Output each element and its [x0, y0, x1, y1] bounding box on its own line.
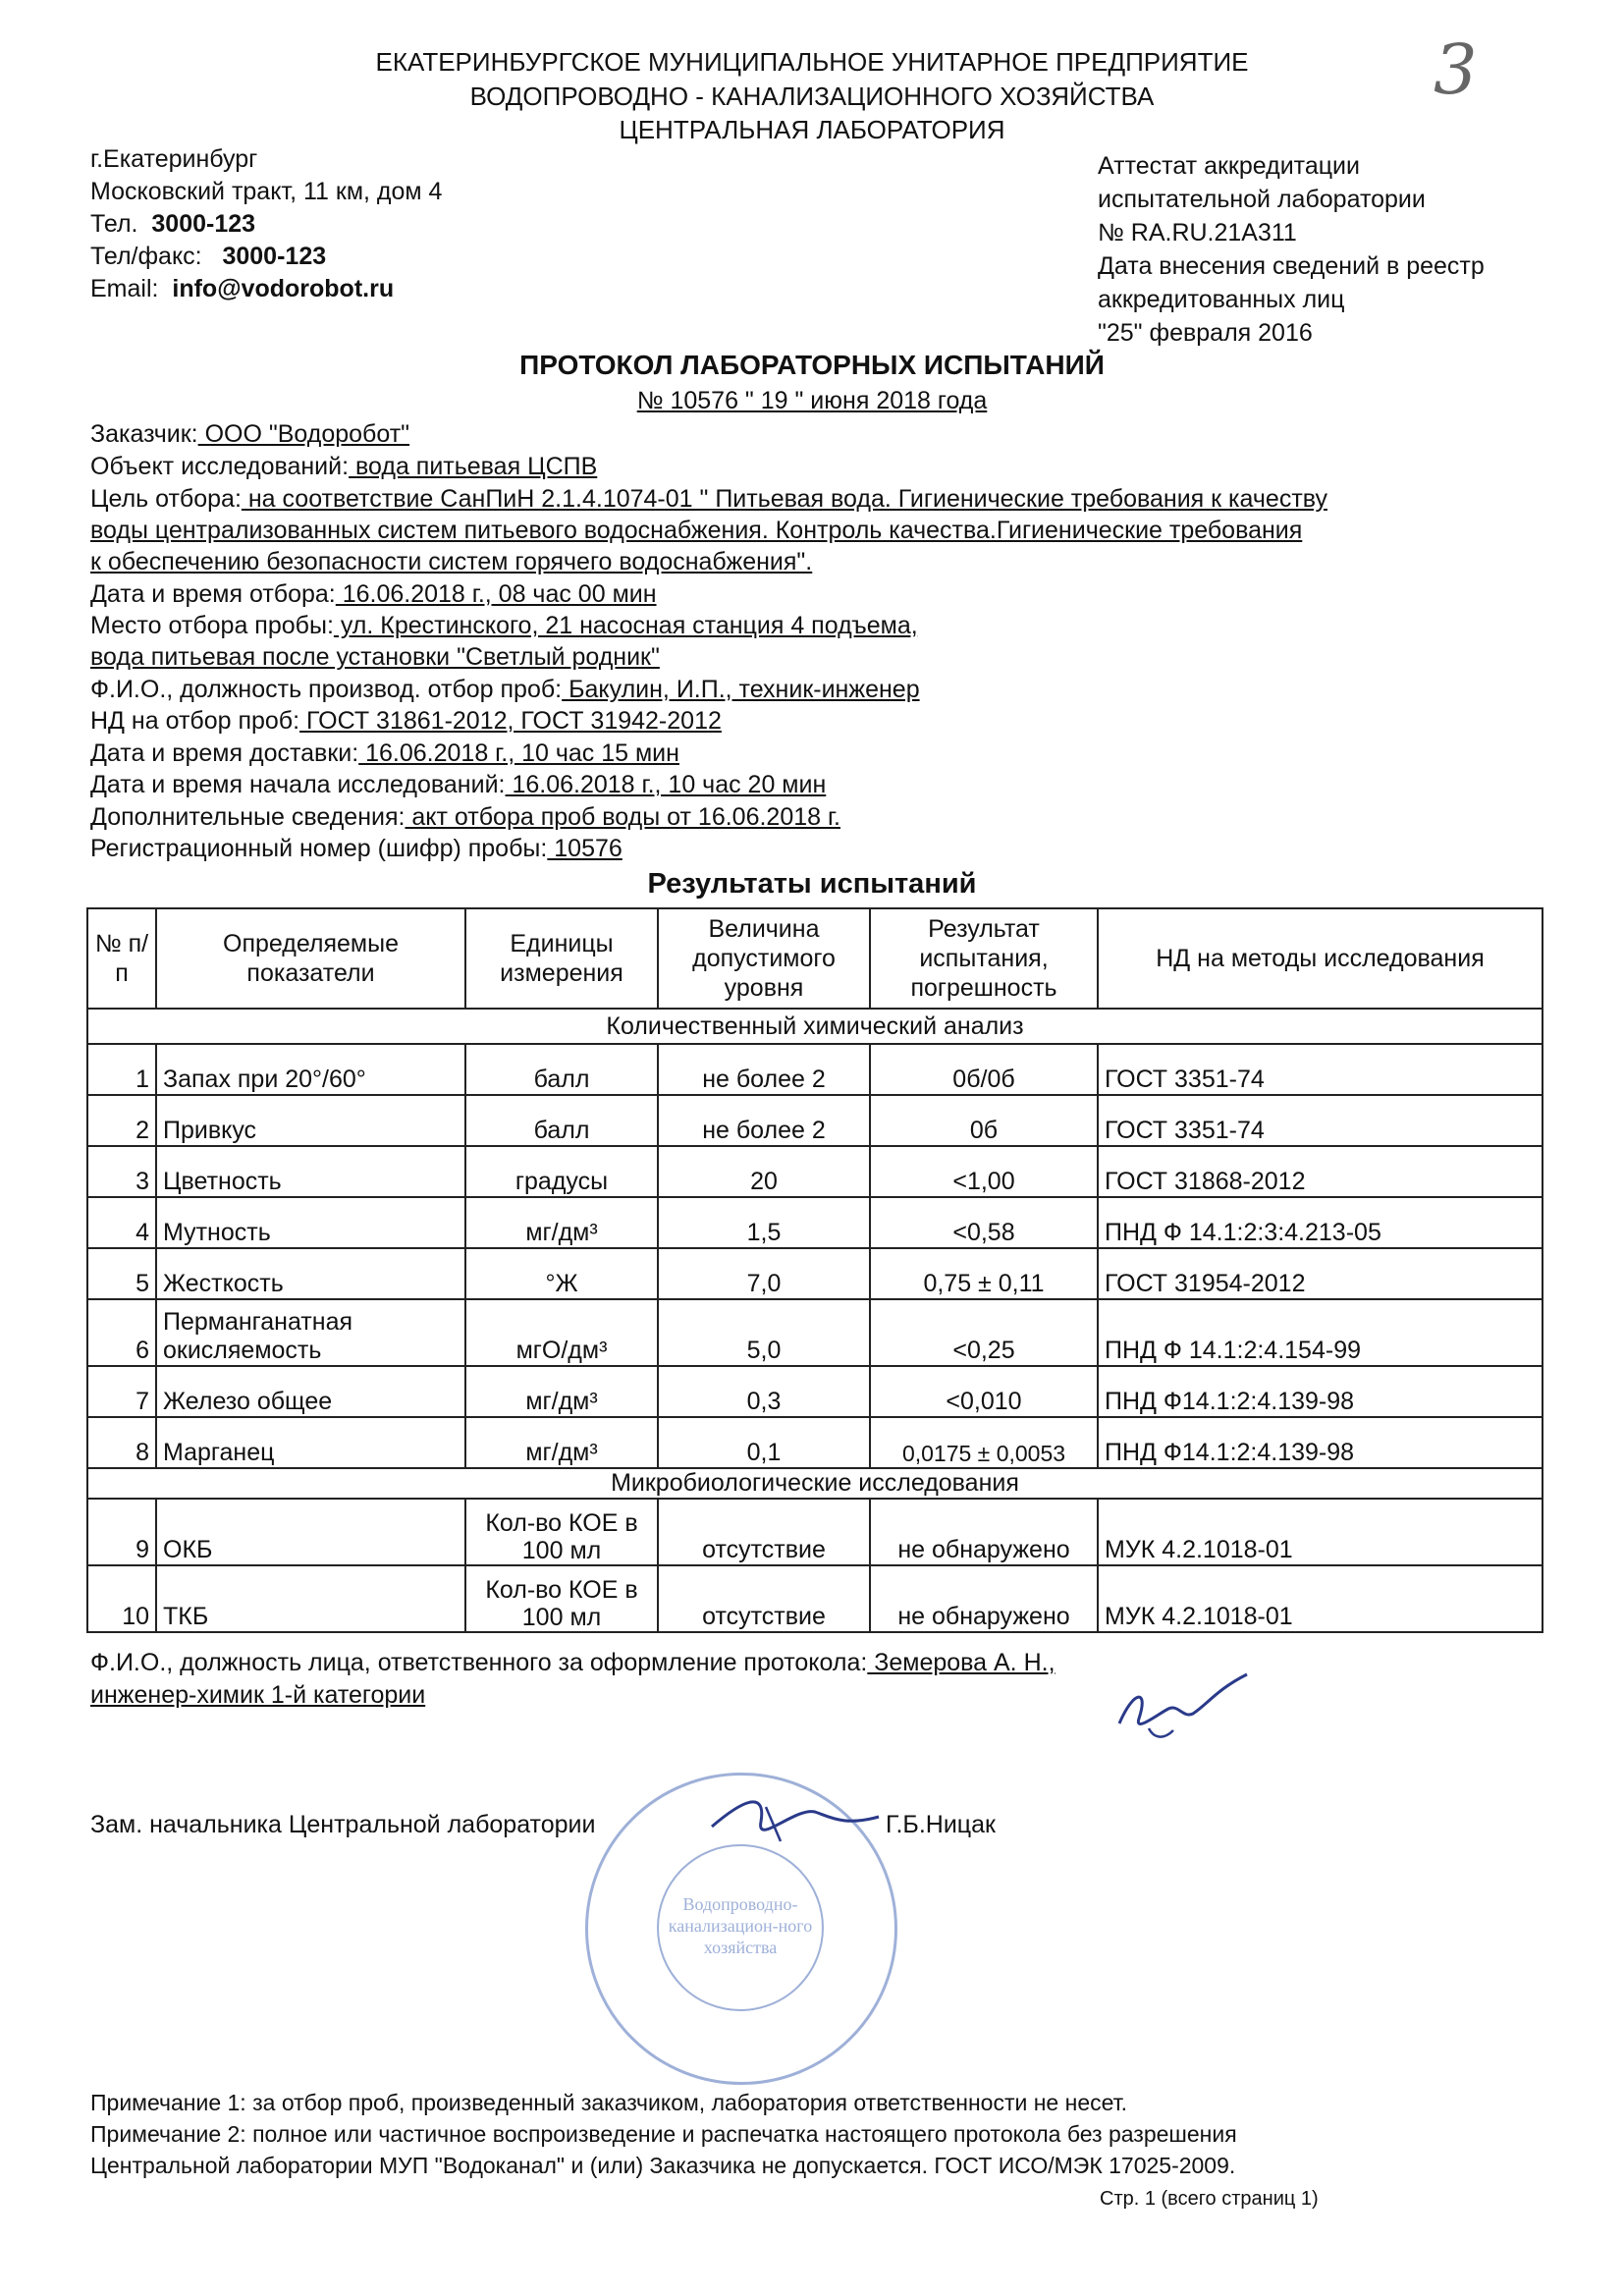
cell-method: ГОСТ 3351-74	[1098, 1044, 1543, 1095]
section-row-chemical	[87, 1009, 1543, 1044]
org-name-line-1: ЕКАТЕРИНБУРГСКОЕ МУНИЦИПАЛЬНОЕ УНИТАРНОЕ ПРЕДПРИЯТИЕ	[375, 47, 1249, 77]
accreditation-line-4: Дата внесения сведений в реестр	[1098, 252, 1485, 280]
page-number-mark: 3	[1434, 29, 1478, 110]
results-title: Результаты испытаний	[647, 868, 977, 900]
object-value: вода питьевая ЦСПВ	[349, 453, 598, 480]
customer-label: Заказчик:	[90, 420, 198, 448]
header-result: Результат испытания, погрешность	[870, 908, 1098, 1009]
table-header-row	[87, 908, 1543, 1009]
purpose-value-1: на соответствие СанПиН 2.1.4.1074-01 " Питьевая вода. Гигиенические требования к качеству	[241, 485, 1327, 513]
cell-limit: 1,5	[658, 1197, 870, 1248]
header-indicator: Определяемые показатели	[156, 908, 465, 1009]
cell-result: не обнаружено	[870, 1499, 1098, 1565]
cell-limit: 0,1	[658, 1417, 870, 1468]
cell-unit: мг/дм³	[465, 1417, 658, 1468]
cell-result: 0,0175 ± 0,0053	[870, 1417, 1098, 1468]
accreditation-line-3: № RA.RU.21A311	[1098, 219, 1297, 246]
purpose-label: Цель отбора:	[90, 485, 242, 513]
extra-label: Дополнительные сведения:	[90, 803, 406, 831]
cell-unit: балл	[465, 1095, 658, 1146]
cell-num: 10	[87, 1565, 156, 1632]
cell-indicator: Цветность	[156, 1146, 465, 1197]
cell-limit: отсутствие	[658, 1565, 870, 1632]
field-start	[90, 769, 826, 800]
field-nd	[90, 705, 722, 737]
protocol-title: ПРОТОКОЛ ЛАБОРАТОРНЫХ ИСПЫТАНИЙ	[519, 350, 1105, 380]
nd-label: НД на отбор проб:	[90, 707, 300, 735]
cell-indicator: ТКБ	[156, 1565, 465, 1632]
start-label: Дата и время начала исследований:	[90, 771, 506, 798]
protocol-number	[0, 387, 1624, 415]
section-title-microbio: Микробиологические исследования	[87, 1468, 1543, 1499]
org-name-line-3: ЦЕНТРАЛЬНАЯ ЛАБОРАТОРИЯ	[619, 115, 1005, 144]
note-1: Примечание 1: за отбор проб, произведенный заказчиком, лаборатория ответственности не несет.	[90, 2090, 1128, 2115]
fax-value: 3000-123	[222, 243, 327, 270]
cell-num: 3	[87, 1146, 156, 1197]
extra-value: акт отбора проб воды от 16.06.2018 г.	[405, 803, 840, 831]
responsible-name: Земерова А. Н.,	[867, 1649, 1056, 1676]
responsible-position-line	[90, 1679, 425, 1711]
cell-indicator: Перманганатная окисляемость	[156, 1299, 465, 1366]
address-fax	[90, 241, 442, 273]
cell-result: <1,00	[870, 1146, 1098, 1197]
address-block	[90, 143, 442, 305]
results-table	[86, 907, 1543, 1633]
address-tel	[90, 208, 442, 241]
stamp-text: Водопроводно-канализацион-ного хозяйства	[668, 1894, 813, 1957]
cell-num: 6	[87, 1299, 156, 1366]
cell-method: ПНД Ф 14.1:2:3:4.213-05	[1098, 1197, 1543, 1248]
sample-datetime-value: 16.06.2018 г., 08 час 00 мин	[335, 580, 657, 608]
cell-indicator: Железо общее	[156, 1366, 465, 1417]
fax-label: Тел/факс:	[90, 243, 202, 270]
customer-value: ООО "Водоробот"	[197, 420, 410, 448]
responsible-line	[90, 1647, 1056, 1678]
cell-result: 0б	[870, 1095, 1098, 1146]
cell-unit: Кол-во КОЕ в 100 мл	[465, 1499, 658, 1565]
table-row	[87, 1299, 1543, 1366]
sample-datetime-label: Дата и время отбора:	[90, 580, 336, 608]
cell-method: ПНД Ф14.1:2:4.139-98	[1098, 1417, 1543, 1468]
cell-method: ГОСТ 31954-2012	[1098, 1248, 1543, 1299]
address-city: г.Екатеринбург	[90, 145, 258, 173]
cell-num: 8	[87, 1417, 156, 1468]
cell-indicator: Марганец	[156, 1417, 465, 1468]
field-extra	[90, 801, 840, 833]
address-street: Московский тракт, 11 км, дом 4	[90, 178, 443, 205]
cell-result: 0б/0б	[870, 1044, 1098, 1095]
protocol-number-text: № 10576 " 19 " июня 2018 года	[636, 387, 988, 414]
signature-responsible	[1110, 1669, 1257, 1748]
cell-num: 4	[87, 1197, 156, 1248]
field-reg	[90, 833, 623, 864]
cell-limit: 20	[658, 1146, 870, 1197]
approval-name: Г.Б.Ницак	[886, 1811, 996, 1838]
cell-num: 5	[87, 1248, 156, 1299]
cell-indicator: Жесткость	[156, 1248, 465, 1299]
field-purpose	[90, 483, 1327, 515]
cell-limit: не более 2	[658, 1044, 870, 1095]
table-row	[87, 1366, 1543, 1417]
cell-limit: отсутствие	[658, 1499, 870, 1565]
signature-approval	[707, 1787, 884, 1856]
cell-unit: мгО/дм³	[465, 1299, 658, 1366]
cell-num: 7	[87, 1366, 156, 1417]
accreditation-line-6: "25" февраля 2016	[1098, 319, 1313, 347]
table-row	[87, 1146, 1543, 1197]
note-2: Примечание 2: полное или частичное воспроизведение и распечатка настоящего протокола без разрешения	[90, 2121, 1237, 2147]
start-value: 16.06.2018 г., 10 час 20 мин	[505, 771, 827, 798]
section-title-chemical: Количественный химический анализ	[87, 1009, 1543, 1044]
field-place-cont	[90, 641, 660, 673]
object-label: Объект исследований:	[90, 453, 350, 480]
field-customer	[90, 418, 409, 450]
cell-num: 9	[87, 1499, 156, 1565]
cell-unit: мг/дм³	[465, 1197, 658, 1248]
cell-unit: Кол-во КОЕ в 100 мл	[465, 1565, 658, 1632]
accreditation-line-2: испытательной лаборатории	[1098, 186, 1426, 213]
field-purpose-cont-2	[90, 546, 812, 577]
tel-value: 3000-123	[151, 210, 256, 238]
cell-indicator: Запах при 20°/60°	[156, 1044, 465, 1095]
org-name-line-2: ВОДОПРОВОДНО - КАНАЛИЗАЦИОННОГО ХОЗЯЙСТВА	[469, 82, 1155, 111]
header-method: НД на методы исследования	[1098, 908, 1543, 1009]
table-row	[87, 1044, 1543, 1095]
section-row-microbio	[87, 1468, 1543, 1499]
cell-indicator: ОКБ	[156, 1499, 465, 1565]
cell-result: <0,58	[870, 1197, 1098, 1248]
field-sample-datetime	[90, 578, 657, 610]
header-num: № п/п	[87, 908, 156, 1009]
field-object	[90, 451, 597, 482]
table-row	[87, 1499, 1543, 1565]
cell-limit: 7,0	[658, 1248, 870, 1299]
tel-label: Тел.	[90, 210, 138, 238]
table-row	[87, 1565, 1543, 1632]
field-delivery	[90, 738, 679, 769]
header-limit: Величина допустимого уровня	[658, 908, 870, 1009]
field-place	[90, 610, 918, 641]
place-label: Место отбора пробы:	[90, 612, 334, 639]
approval-title: Зам. начальника Центральной лаборатории	[90, 1811, 596, 1838]
cell-method: МУК 4.2.1018-01	[1098, 1565, 1543, 1632]
delivery-label: Дата и время доставки:	[90, 739, 359, 767]
cell-result: не обнаружено	[870, 1565, 1098, 1632]
cell-result: <0,25	[870, 1299, 1098, 1366]
place-value-1: ул. Крестинского, 21 насосная станция 4 подъема,	[333, 612, 918, 639]
place-value-2: вода питьевая после установки "Светлый родник"	[90, 643, 660, 671]
responsible-label: Ф.И.О., должность лица, ответственного за оформление протокола:	[90, 1649, 868, 1676]
cell-method: МУК 4.2.1018-01	[1098, 1499, 1543, 1565]
accreditation-line-5: аккредитованных лиц	[1098, 286, 1345, 313]
cell-method: ГОСТ 3351-74	[1098, 1095, 1543, 1146]
cell-limit: 0,3	[658, 1366, 870, 1417]
cell-indicator: Привкус	[156, 1095, 465, 1146]
page-counter: Стр. 1 (всего страниц 1)	[1100, 2188, 1319, 2210]
cell-result: <0,010	[870, 1366, 1098, 1417]
cell-unit: градусы	[465, 1146, 658, 1197]
responsible-position: инженер-химик 1-й категории	[90, 1681, 426, 1709]
reg-value: 10576	[547, 835, 623, 862]
cell-method: ПНД Ф14.1:2:4.139-98	[1098, 1366, 1543, 1417]
accreditation-block	[1098, 149, 1569, 350]
field-purpose-cont-1	[90, 515, 1302, 546]
purpose-value-2: воды централизованных систем питьевого водоснабжения. Контроль качества.Гигиенические требования	[90, 517, 1303, 544]
accreditation-line-1: Аттестат аккредитации	[1098, 152, 1360, 180]
sampler-value: Бакулин, И.П., техник-инженер	[562, 676, 920, 703]
table-row	[87, 1197, 1543, 1248]
sampler-label: Ф.И.О., должность производ. отбор проб:	[90, 676, 563, 703]
cell-limit: не более 2	[658, 1095, 870, 1146]
delivery-value: 16.06.2018 г., 10 час 15 мин	[358, 739, 679, 767]
cell-method: ГОСТ 31868-2012	[1098, 1146, 1543, 1197]
note-3: Центральной лаборатории МУП "Водоканал" и (или) Заказчика не допускается. ГОСТ ИСО/МЭК 17025-2009.	[90, 2153, 1236, 2178]
table-row	[87, 1248, 1543, 1299]
address-email	[90, 273, 442, 305]
table-row	[87, 1417, 1543, 1468]
field-sampler	[90, 674, 920, 705]
cell-unit: балл	[465, 1044, 658, 1095]
purpose-value-3: к обеспечению безопасности систем горячего водоснабжения".	[90, 548, 813, 575]
cell-result: 0,75 ± 0,11	[870, 1248, 1098, 1299]
cell-limit: 5,0	[658, 1299, 870, 1366]
email-label: Email:	[90, 275, 159, 302]
table-row	[87, 1095, 1543, 1146]
nd-value: ГОСТ 31861-2012, ГОСТ 31942-2012	[299, 707, 722, 735]
cell-indicator: Мутность	[156, 1197, 465, 1248]
cell-unit: мг/дм³	[465, 1366, 658, 1417]
header-unit: Единицы измерения	[465, 908, 658, 1009]
cell-num: 1	[87, 1044, 156, 1095]
cell-method: ПНД Ф 14.1:2:4.154-99	[1098, 1299, 1543, 1366]
cell-num: 2	[87, 1095, 156, 1146]
email-value: info@vodorobot.ru	[172, 275, 395, 302]
cell-unit: °Ж	[465, 1248, 658, 1299]
reg-label: Регистрационный номер (шифр) пробы:	[90, 835, 548, 862]
